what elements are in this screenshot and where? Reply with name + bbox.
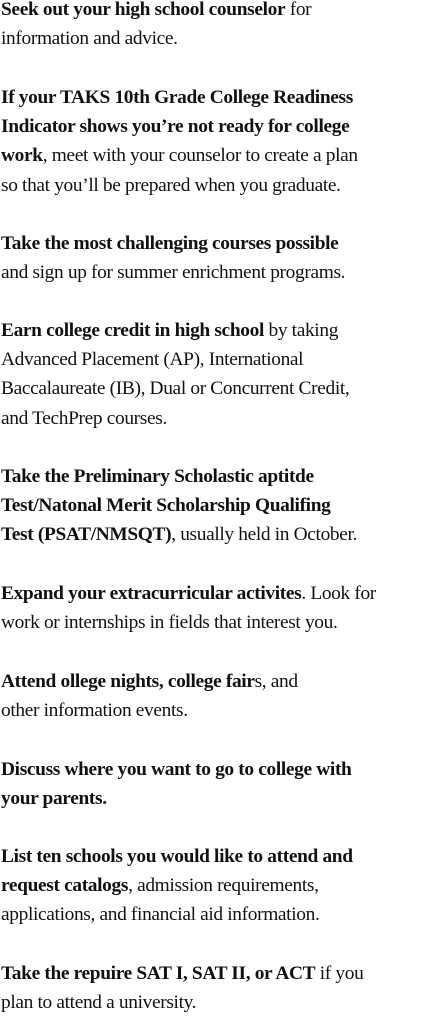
tip-text: applications, and financial aid information. (1, 904, 320, 926)
tip-line (1, 608, 376, 637)
tip-line (1, 696, 298, 725)
tip-emphasis: Take the most challenging courses possible (1, 233, 339, 254)
tip-sat-act (1, 959, 363, 1017)
tip-discuss-parents (1, 755, 352, 813)
tip-line (1, 579, 376, 608)
tip-text: so that you’ll be prepared when you graduate. (1, 174, 341, 196)
tip-college-credit (1, 316, 349, 433)
tip-text: plan to attend a university. (1, 992, 197, 1014)
tip-emphasis: Attend ollege nights, college fair (1, 671, 255, 692)
tip-emphasis: Indicator shows you’re not ready for college (1, 116, 350, 138)
tip-line (1, 755, 352, 784)
tip-emphasis: Test/Natonal Merit Scholarship Qualifing (1, 495, 331, 517)
tip-text: if you (315, 963, 364, 984)
tip-line (1, 959, 363, 988)
tip-text: , usually held in October. (171, 524, 358, 546)
tip-line (1, 404, 349, 433)
tip-line (1, 667, 298, 696)
tip-line (1, 988, 363, 1017)
tip-emphasis: Test (PSAT/NMSQT) (1, 524, 172, 546)
tip-emphasis: your parents. (1, 788, 107, 810)
tip-line (1, 141, 358, 170)
tip-line (1, 316, 349, 345)
tip-emphasis: work (1, 145, 43, 167)
tip-text: for (285, 0, 312, 20)
tip-text: work or internships in fields that interest you. (1, 612, 338, 634)
tip-line (1, 871, 353, 900)
tip-emphasis: Earn college credit in high school (1, 320, 264, 341)
tip-line (1, 83, 358, 112)
tip-text: Baccalaureate (IB), Dual or Concurrent Credit, (1, 378, 350, 400)
tip-line (1, 258, 345, 287)
tip-emphasis: Take the repuire SAT I, SAT II, or ACT (1, 963, 316, 984)
tip-college-nights (1, 667, 298, 725)
tip-emphasis: If your TAKS 10th Grade College Readiness (1, 87, 353, 108)
tip-line (1, 491, 357, 520)
tip-text: , admission requirements, (128, 875, 319, 897)
tip-line (1, 229, 345, 258)
tip-text: other information events. (1, 700, 188, 722)
tip-text: and TechPrep courses. (1, 407, 167, 429)
tip-line (1, 171, 358, 200)
tip-line (1, 900, 353, 929)
tip-line (1, 784, 352, 813)
tip-text: by taking (263, 320, 339, 341)
tip-emphasis: Discuss where you want to go to college with (1, 759, 352, 780)
tip-text: information and advice. (1, 28, 178, 50)
tip-text: . Look for (301, 583, 376, 604)
tip-line (1, 462, 357, 491)
tip-text: , meet with your counselor to create a plan (42, 145, 358, 167)
tip-line (1, 24, 311, 53)
tip-emphasis: Take the Preliminary Scholastic aptitde (1, 466, 314, 487)
tip-emphasis: Expand your extracurricular activites (1, 583, 302, 604)
tip-line (1, 520, 357, 549)
tip-list-schools (1, 842, 353, 930)
tip-line (1, 0, 311, 24)
tip-text: s, and (254, 671, 298, 692)
tip-text: Advanced Placement (AP), International (1, 349, 304, 371)
tip-line (1, 374, 349, 403)
tip-text: and sign up for summer enrichment programs. (1, 262, 346, 284)
tip-psat-nmsqt (1, 462, 357, 550)
tip-counselor (1, 0, 311, 53)
tip-taks-readiness (1, 83, 358, 200)
tip-challenging-courses (1, 229, 345, 287)
tip-line (1, 842, 353, 871)
tip-line (1, 112, 358, 141)
tip-extracurricular (1, 579, 376, 637)
tip-line (1, 345, 349, 374)
tip-emphasis: List ten schools you would like to attend and (1, 846, 353, 867)
tip-emphasis: request catalogs (1, 875, 129, 897)
tip-emphasis: Seek out your high school counselor (1, 0, 286, 20)
